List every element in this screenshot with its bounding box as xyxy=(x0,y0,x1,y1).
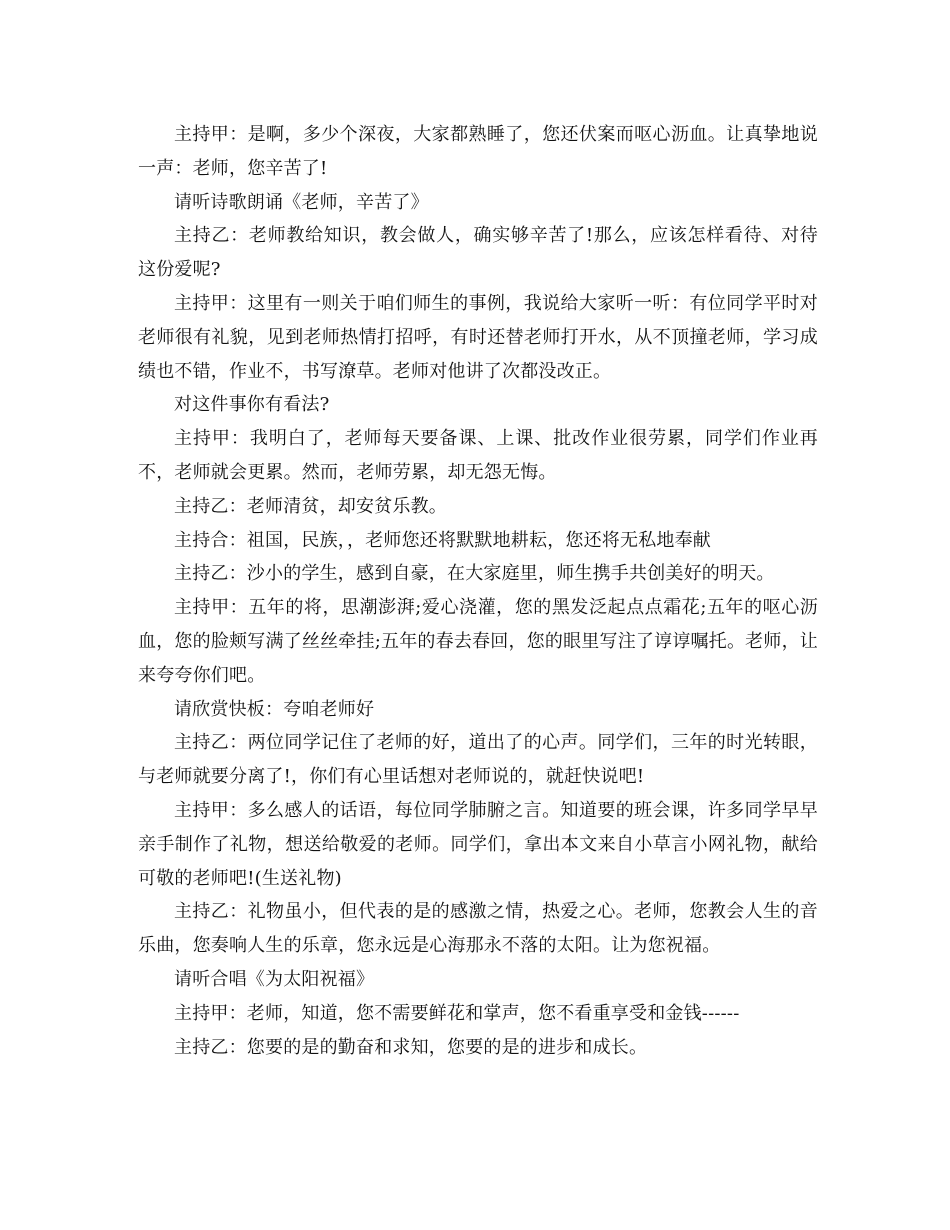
document-body xyxy=(138,118,818,1064)
paragraph: 对这件事你有看法? xyxy=(174,394,330,416)
paragraph: 请欣赏快板：夸咱老师好 xyxy=(174,698,375,720)
paragraph: 主持乙：两位同学记住了老师的好，道出了的心声。同学们，三年的时光转眼，与老师就要分离了!，你们有心里话想对老师说的，就赶快说吧! xyxy=(138,732,818,788)
paragraph: 主持乙：老师清贫，却安贫乐教。 xyxy=(174,495,447,517)
paragraph: 主持甲：老师，知道，您不需要鲜花和掌声，您不看重享受和金钱------ xyxy=(174,1002,740,1024)
paragraph: 主持合：祖国，民族，，老师您还将默默地耕耘，您还将无私地奉献 xyxy=(174,529,711,551)
paragraph: 主持甲：这里有一则关于咱们师生的事例，我说给大家听一听：有位同学平时对老师很有礼貌，见到老师热情打招呼，有时还替老师打开水，从不顶撞老师，学习成绩也不错，作业不，书写潦草。老师对他讲了次都没改正。 xyxy=(138,292,818,382)
paragraph: 主持甲：五年的将，思潮澎湃;爱心浇灌，您的黑发泛起点点霜花;五年的呕心沥血，您的脸颊写满了丝丝牵挂;五年的春去春回，您的眼里写注了谆谆嘱托。老师，让来夸夸你们吧。 xyxy=(138,597,818,686)
paragraph: 主持乙：您要的是的勤奋和求知，您要的是的进步和成长。 xyxy=(174,1036,648,1058)
paragraph: 请听合唱《为太阳祝福》 xyxy=(174,968,375,990)
paragraph: 请听诗歌朗诵《老师，辛苦了》 xyxy=(174,191,429,213)
paragraph: 主持甲：我明白了，老师每天要备课、上课、批改作业很劳累，同学们作业再不，老师就会更累。然而，老师劳累，却无怨无悔。 xyxy=(138,428,818,483)
paragraph: 主持乙：沙小的学生，感到自豪，在大家庭里，师生携手共创美好的明天。 xyxy=(174,563,775,585)
paragraph: 主持乙：礼物虽小，但代表的是的感激之情，热爱之心。老师，您教会人生的音乐曲，您奏响人生的乐章，您永远是心海那永不落的太阳。让为您祝福。 xyxy=(138,901,818,957)
paragraph: 主持甲：是啊，多少个深夜，大家都熟睡了，您还伏案而呕心沥血。让真挚地说一声：老师，您辛苦了! xyxy=(138,124,818,179)
paragraph: 主持乙：老师教给知识，教会做人，确实够辛苦了!那么，应该怎样看待、对待这份爱呢? xyxy=(138,225,818,281)
paragraph: 主持甲：多么感人的话语，每位同学肺腑之言。知道要的班会课，许多同学早早亲手制作了礼物，想送给敬爱的老师。同学们，拿出本文来自小草言小网礼物，献给可敬的老师吧!(生送礼物) xyxy=(138,799,818,889)
